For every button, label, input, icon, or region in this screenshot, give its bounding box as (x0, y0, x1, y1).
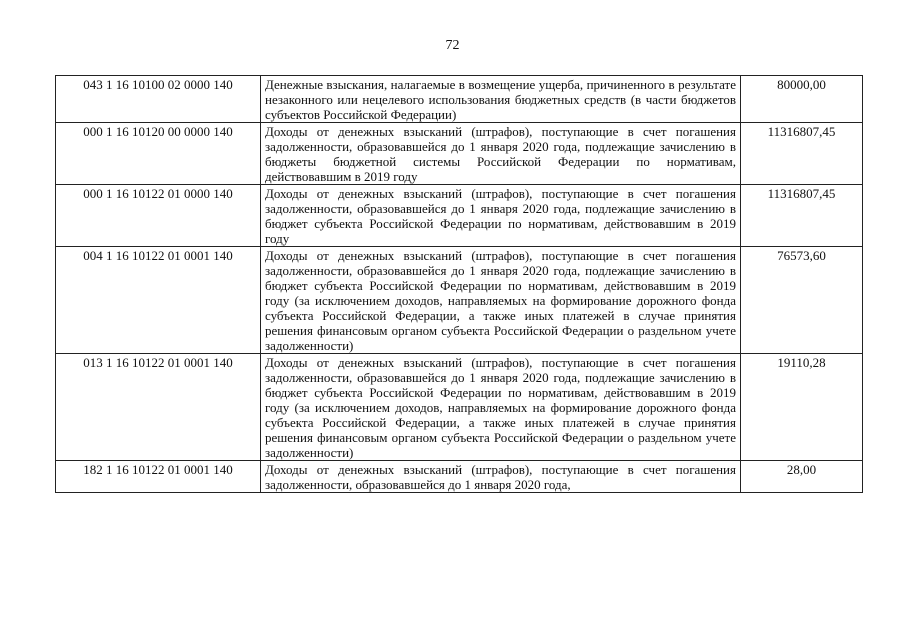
revenue-description: Доходы от денежных взысканий (штрафов), поступающие в счет погашения задолженности, образовавшейся до 1 января 2020 года, (261, 461, 741, 493)
table-row (56, 461, 863, 493)
budget-classification-code: 000 1 16 10120 00 0000 140 (56, 123, 261, 185)
amount-value: 80000,00 (741, 76, 863, 123)
table-row (56, 247, 863, 354)
budget-classification-code: 000 1 16 10122 01 0000 140 (56, 185, 261, 247)
budget-classification-code: 004 1 16 10122 01 0001 140 (56, 247, 261, 354)
table-row (56, 123, 863, 185)
page-number: 72 (445, 38, 460, 53)
budget-classification-code: 043 1 16 10100 02 0000 140 (56, 76, 261, 123)
revenue-description: Доходы от денежных взысканий (штрафов), поступающие в счет погашения задолженности, образовавшейся до 1 января 2020 года, подлежащие зачислению в бюджет субъекта Российской Федерации по нормативам, действовавшим в 2019 году (261, 185, 741, 247)
table-row (56, 354, 863, 461)
budget-revenue-table (55, 75, 863, 493)
amount-value: 19110,28 (741, 354, 863, 461)
revenue-description: Доходы от денежных взысканий (штрафов), поступающие в счет погашения задолженности, образовавшейся до 1 января 2020 года, подлежащие зачислению в бюджет субъекта Российской Федерации по нормативам, действовавшим в 2019 году (за исключением доходов, направляемых на формирование дорожного фонда субъекта Российской Федерации, а также иных платежей в случае принятия решения финансовым органом субъекта Российской Федерации о раздельном учете задолженности) (261, 247, 741, 354)
amount-value: 28,00 (741, 461, 863, 493)
amount-value: 11316807,45 (741, 123, 863, 185)
table-row (56, 76, 863, 123)
revenue-description: Денежные взыскания, налагаемые в возмещение ущерба, причиненного в результате незаконного или нецелевого использования бюджетных средств (в части бюджетов субъектов Российской Федерации) (261, 76, 741, 123)
amount-value: 76573,60 (741, 247, 863, 354)
budget-classification-code: 182 1 16 10122 01 0001 140 (56, 461, 261, 493)
budget-classification-code: 013 1 16 10122 01 0001 140 (56, 354, 261, 461)
revenue-description: Доходы от денежных взысканий (штрафов), поступающие в счет погашения задолженности, образовавшейся до 1 января 2020 года, подлежащие зачислению в бюджеты бюджетной системы Российской Федерации по нормативам, действовавшим в 2019 году (261, 123, 741, 185)
revenue-description: Доходы от денежных взысканий (штрафов), поступающие в счет погашения задолженности, образовавшейся до 1 января 2020 года, подлежащие зачислению в бюджет субъекта Российской Федерации по нормативам, действовавшим в 2019 году (за исключением доходов, направляемых на формирование дорожного фонда субъекта Российской Федерации, а также иных платежей в случае принятия решения финансовым органом субъекта Российской Федерации о раздельном учете задолженности) (261, 354, 741, 461)
table-row (56, 185, 863, 247)
amount-value: 11316807,45 (741, 185, 863, 247)
